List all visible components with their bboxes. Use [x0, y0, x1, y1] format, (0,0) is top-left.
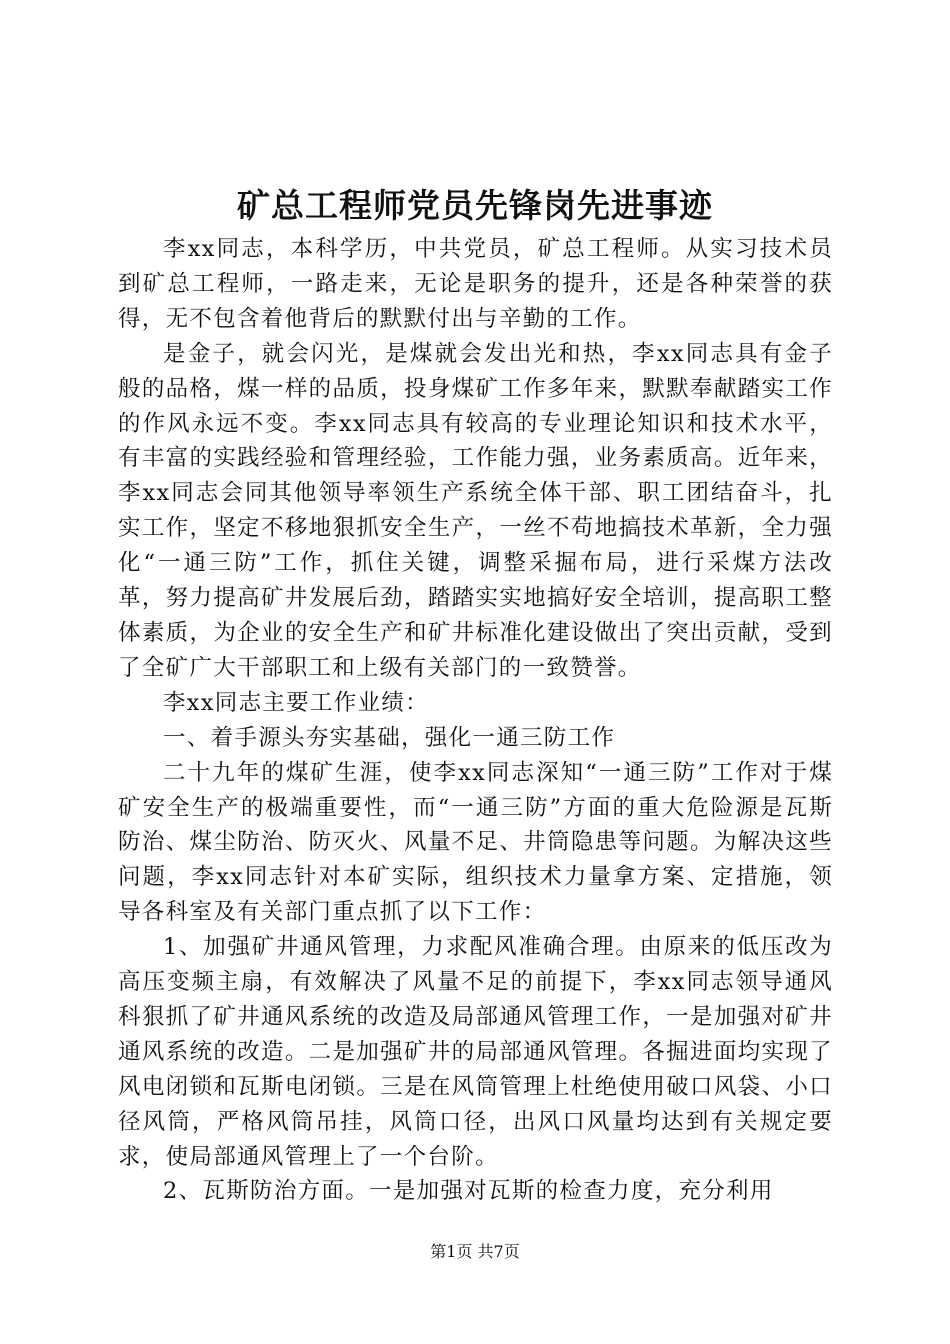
- paragraph: 是金子，就会闪光，是煤就会发出光和热，李xx同志具有金子般的品格，煤一样的品质，投身煤矿工作多年来，默默奉献踏实工作的作风永远不变。李xx同志具有较高的专业理论知识和技术水平，有丰富的实践经验和管理经验，工作能力强，业务素质高。近年来，李xx同志会同其他领导率领生产系统全体干部、职工团结奋斗，扎实工作，坚定不移地狠抓安全生产，一丝不苟地搞技术革新，全力强化“一通三防”工作，抓住关键，调整采掘布局，进行采煤方法改革，努力提高矿井发展后劲，踏踏实实地搞好安全培训，提高职工整体素质，为企业的安全生产和矿井标准化建设做出了突出贡献，受到了全矿广大干部职工和上级有关部门的一致赞誉。: [118, 340, 833, 681]
- paragraph: 李xx同志，本科学历，中共党员，矿总工程师。从实习技术员到矿总工程师，一路走来，无论是职务的提升，还是各种荣誉的获得，无不包含着他背后的默默付出与辛勤的工作。: [118, 236, 833, 332]
- page-number-footer: 第1页 共7页: [430, 1242, 520, 1261]
- document-title: 矿总工程师党员先锋岗先进事迹: [237, 186, 713, 225]
- document-body: [118, 232, 833, 1209]
- section-heading: 一、着手源头夯实基础，强化一通三防工作: [163, 724, 616, 751]
- paragraph: 2、瓦斯防治方面。一是加强对瓦斯的检查力度，充分利用: [163, 1178, 774, 1205]
- paragraph: 李xx同志主要工作业绩：: [163, 689, 429, 716]
- paragraph: 二十九年的煤矿生涯，使李xx同志深知“一通三防”工作对于煤矿安全生产的极端重要性，而“一通三防”方面的重大危险源是瓦斯防治、煤尘防治、防灭火、风量不足、井筒隐患等问题。为解决这些问题，李xx同志针对本矿实际，组织技术力量拿方案、定措施，领导各科室及有关部门重点抓了以下工作：: [118, 759, 833, 926]
- paragraph: 1、加强矿井通风管理，力求配风准确合理。由原来的低压改为高压变频主扇，有效解决了风量不足的前提下，李xx同志领导通风科狠抓了矿井通风系统的改造及局部通风管理工作，一是加强对矿井通风系统的改造。二是加强矿井的局部通风管理。各掘进面均实现了风电闭锁和瓦斯电闭锁。三是在风筒管理上杜绝使用破口风袋、小口径风筒，严格风筒吊挂，风筒口径，出风口风量均达到有关规定要求，使局部通风管理上了一个台阶。: [118, 934, 833, 1170]
